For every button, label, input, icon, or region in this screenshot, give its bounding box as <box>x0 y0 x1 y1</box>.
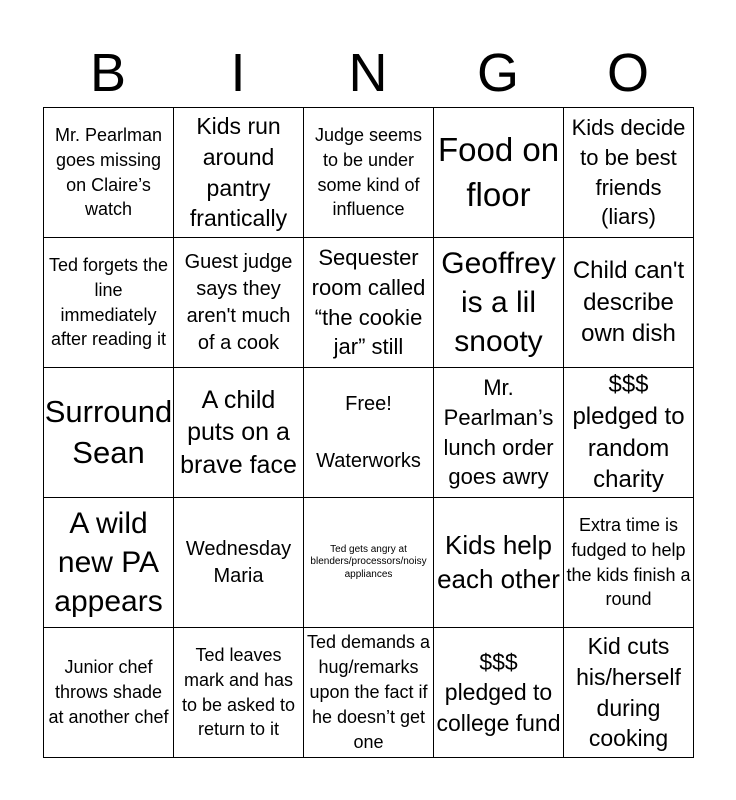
bingo-cell[interactable] <box>564 368 694 498</box>
cell-text: $$$ pledged to college fund <box>436 648 561 736</box>
cell-text: Extra time is fudged to help the kids finish a round <box>566 514 691 610</box>
free-space-label: Free! <box>345 392 392 415</box>
cell-text: Ted gets angry at blenders/processors/noisy appliances <box>310 543 427 580</box>
bingo-cell[interactable] <box>304 628 434 758</box>
bingo-cell[interactable] <box>174 368 304 498</box>
bingo-cell[interactable] <box>44 368 174 498</box>
bingo-cell[interactable] <box>434 368 564 498</box>
bingo-cell[interactable] <box>564 108 694 238</box>
cell-text: Kid cuts his/herself during cooking <box>576 633 681 752</box>
cell-text: Surround Sean <box>44 393 173 470</box>
bingo-cell[interactable] <box>564 238 694 368</box>
free-space-cell[interactable] <box>304 368 434 498</box>
bingo-cell[interactable] <box>304 498 434 628</box>
cell-text: Guest judge says they aren't much of a cook <box>184 250 293 354</box>
bingo-cell[interactable] <box>304 238 434 368</box>
cell-text: Mr. Pearlman’s lunch order goes awry <box>443 375 554 490</box>
bingo-cell[interactable] <box>174 628 304 758</box>
cell-text: Kids run around pantry frantically <box>189 113 288 232</box>
bingo-cell[interactable] <box>434 108 564 238</box>
bingo-card-grid <box>43 107 694 758</box>
cell-text: Judge seems to be under some kind of influence <box>314 124 423 220</box>
cell-text: Kids decide to be best friends (liars) <box>571 115 686 230</box>
cell-text: $$$ pledged to random charity <box>572 371 685 494</box>
cell-text: Ted forgets the line immediately after reading it <box>48 254 169 350</box>
header-letter-n: N <box>348 43 388 103</box>
header-letter-i: I <box>230 43 246 103</box>
bingo-cell[interactable] <box>304 108 434 238</box>
bingo-cell[interactable] <box>434 498 564 628</box>
bingo-cell[interactable] <box>174 108 304 238</box>
cell-text: Waterworks <box>316 449 421 472</box>
cell-text: Kids help each other <box>437 529 560 594</box>
cell-text: Sequester room called “the cookie jar” still <box>311 245 426 360</box>
cell-text: Food on floor <box>437 130 560 213</box>
bingo-cell[interactable] <box>174 498 304 628</box>
bingo-cell[interactable] <box>44 498 174 628</box>
bingo-cell[interactable] <box>434 238 564 368</box>
header-letter-b: B <box>89 43 127 103</box>
cell-text: Junior chef throws shade at another chef <box>48 657 169 727</box>
cell-text: Ted leaves mark and has to be asked to return to it <box>181 644 296 740</box>
cell-text: Geoffrey is a lil snooty <box>441 247 556 358</box>
bingo-header <box>43 38 693 108</box>
header-letter-g: G <box>476 43 519 103</box>
bingo-cell[interactable] <box>434 628 564 758</box>
bingo-cell[interactable] <box>564 498 694 628</box>
bingo-cell[interactable] <box>174 238 304 368</box>
bingo-cell[interactable] <box>44 628 174 758</box>
cell-text: Mr. Pearlman goes missing on Claire’s watch <box>54 124 163 220</box>
bingo-cell[interactable] <box>44 238 174 368</box>
cell-text: Ted demands a hug/remarks upon the fact if he doesn’t get one <box>306 632 431 752</box>
bingo-cell[interactable] <box>44 108 174 238</box>
cell-text: Child can't describe own dish <box>572 256 685 348</box>
cell-text: Wednesday Maria <box>185 537 292 587</box>
cell-text: A wild new PA appears <box>54 507 163 618</box>
cell-text: A child puts on a brave face <box>180 385 297 479</box>
header-letter-o: O <box>606 43 649 103</box>
bingo-cell[interactable] <box>564 628 694 758</box>
